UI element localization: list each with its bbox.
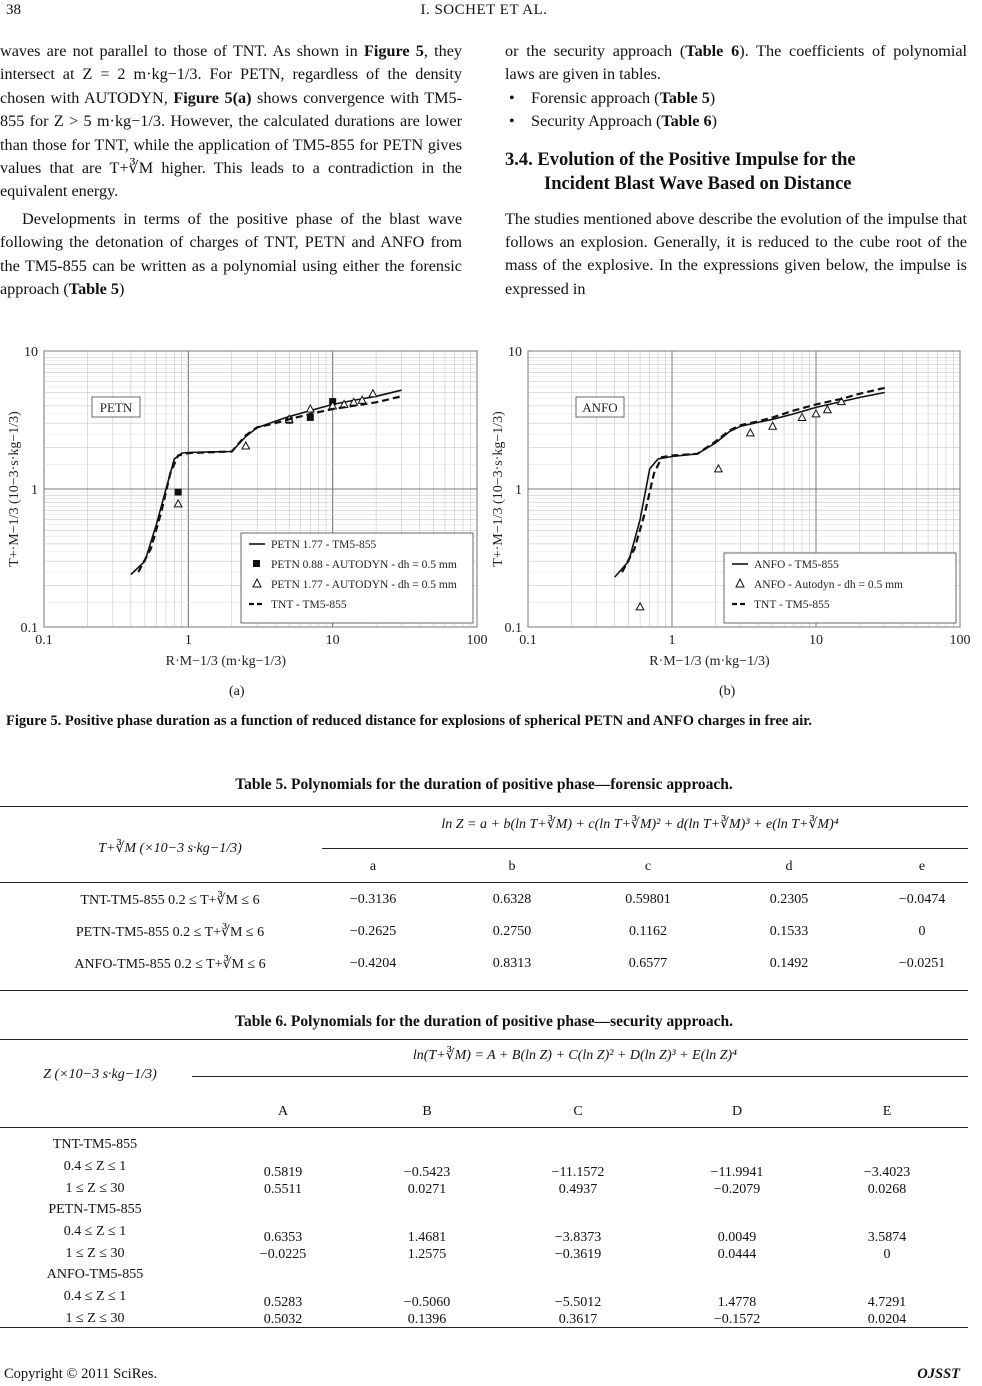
table-range-label: 0.4 ≤ Z ≤ 1 bbox=[63, 1159, 127, 1174]
table-6-ref: Table 6 bbox=[685, 42, 740, 60]
table-range-label: 1 ≤ Z ≤ 30 bbox=[65, 1181, 125, 1196]
left-paragraph-2 bbox=[0, 208, 462, 302]
right-paragraph-2: The studies mentioned above describe the evolution of the impulse that follows an explosion. Generally, it is reduced to the cube root of the mass of the explosive. In the expressions given below, the impulse is expressed in bbox=[505, 209, 967, 298]
table-group-label: TNT-TM5-855 bbox=[52, 1137, 138, 1152]
table-cell: −0.4204 bbox=[349, 956, 397, 971]
approach-list bbox=[505, 87, 967, 134]
table-header-cell: D bbox=[731, 1104, 743, 1119]
panel-label bbox=[92, 397, 140, 417]
table-5-ref: Table 5 bbox=[659, 88, 710, 107]
table-cell: 0.5283 bbox=[263, 1295, 303, 1310]
text-run: or the security approach ( bbox=[505, 42, 686, 60]
table-cell: 0.1162 bbox=[629, 924, 667, 939]
section-number: 3.4. bbox=[505, 149, 533, 170]
table-cell: 0 bbox=[883, 1247, 891, 1262]
x-tick-label: 10 bbox=[325, 633, 340, 648]
table-rule bbox=[322, 848, 968, 849]
table-rule bbox=[0, 990, 968, 991]
x-tick-label: 100 bbox=[949, 633, 971, 648]
text-run: Developments in terms of the positive phase of the blast wave following the detonation of charges of TNT, PETN and ANFO from the TM5-855 can be written as a polynomial using either the forensic approach ( bbox=[0, 209, 462, 299]
table-6-formula: ln(T+∛M) = A + B(ln Z) + C(ln Z)² + D(ln Z)³ + E(ln Z)⁴ bbox=[412, 1048, 738, 1063]
table-cell: 0.59801 bbox=[625, 892, 671, 907]
chart-petn bbox=[0, 345, 488, 680]
table-cell: 0.6328 bbox=[492, 892, 532, 907]
table-rule bbox=[192, 1076, 968, 1077]
figure-5b bbox=[484, 345, 971, 685]
y-tick-label: 10 bbox=[24, 345, 38, 360]
table-header-cell: b bbox=[508, 859, 516, 874]
legend-label: TNT - TM5-855 bbox=[271, 599, 347, 611]
text-run: ) bbox=[711, 112, 717, 131]
table-cell: 0 bbox=[918, 924, 926, 939]
table-rule bbox=[0, 1127, 968, 1128]
page-number: 38 bbox=[6, 2, 21, 18]
table-cell: −3.8373 bbox=[554, 1230, 602, 1245]
table-cell: −0.2625 bbox=[349, 924, 397, 939]
table-header-cell: B bbox=[422, 1104, 432, 1119]
table-row-label: PETN-TM5-855 0.2 ≤ T+∛M ≤ 6 bbox=[75, 925, 265, 940]
table-row-label: ANFO-TM5-855 0.2 ≤ T+∛M ≤ 6 bbox=[74, 957, 266, 972]
y-tick-label: 1 bbox=[31, 483, 38, 498]
table-cell: 0.1396 bbox=[407, 1312, 447, 1327]
list-item bbox=[505, 87, 967, 110]
legend bbox=[724, 553, 956, 623]
table-cell: −5.5012 bbox=[554, 1295, 602, 1310]
table-cell: −11.9941 bbox=[710, 1165, 764, 1180]
table-header-cell: C bbox=[573, 1104, 583, 1119]
left-column bbox=[0, 40, 462, 301]
table-rule bbox=[0, 806, 968, 807]
table-cell: 3.5874 bbox=[867, 1230, 907, 1245]
y-axis-label: T+·M−1/3 (10−3·s·kg−1/3) bbox=[491, 411, 506, 567]
table-cell: 0.0268 bbox=[867, 1182, 907, 1197]
table-5 bbox=[0, 806, 968, 992]
right-column bbox=[505, 40, 967, 301]
table-6-caption: Table 6. Polynomials for the duration of positive phase—security approach. bbox=[235, 1013, 733, 1030]
table-cell: 0.6353 bbox=[263, 1230, 303, 1245]
table-6 bbox=[0, 1039, 968, 1329]
text-run: Security Approach ( bbox=[531, 112, 662, 131]
table-cell: −0.5423 bbox=[403, 1165, 451, 1180]
x-tick-label: 1 bbox=[668, 633, 676, 648]
section-title-line-1: Evolution of the Positive Impulse for the bbox=[537, 149, 856, 170]
x-tick-label: 0.1 bbox=[35, 633, 53, 648]
page-header bbox=[0, 2, 968, 24]
panel-label-text: PETN bbox=[99, 400, 133, 415]
table-header-cell: a bbox=[369, 859, 377, 874]
table-cell: −0.5060 bbox=[403, 1295, 451, 1310]
table-cell: −0.0251 bbox=[898, 956, 946, 971]
table-header-cell: c bbox=[644, 859, 652, 874]
text-run: ). The coefficients of polynomial laws are given in tables. bbox=[505, 42, 967, 84]
text-run: , they intersect at Z = 2 m·kg−1/3. For PETN, regardless of the density chosen with AUTODYN, bbox=[0, 42, 463, 107]
legend-label: PETN 1.77 - TM5-855 bbox=[271, 539, 377, 551]
table-rule bbox=[0, 882, 968, 883]
journal-name: OJSST bbox=[917, 1366, 960, 1382]
legend-label: TNT - TM5-855 bbox=[754, 599, 830, 611]
table-header-cell: d bbox=[785, 859, 793, 874]
list-item bbox=[505, 110, 967, 133]
x-tick-label: 100 bbox=[466, 633, 488, 648]
table-cell: 4.7291 bbox=[867, 1295, 907, 1310]
x-tick-label: 0.1 bbox=[519, 633, 537, 648]
table-cell: −0.0474 bbox=[898, 892, 946, 907]
table-cell: 0.5511 bbox=[264, 1182, 302, 1197]
table-cell: 0.6577 bbox=[628, 956, 668, 971]
table-cell: 0.2750 bbox=[492, 924, 532, 939]
table-row-label: TNT-TM5-855 0.2 ≤ T+∛M ≤ 6 bbox=[80, 893, 260, 908]
table-cell: 0.1492 bbox=[769, 956, 809, 971]
data-point bbox=[175, 489, 182, 496]
y-tick-label: 0.1 bbox=[20, 621, 38, 636]
table-6-row-header: Z (×10−3 s·kg−1/3) bbox=[43, 1067, 157, 1082]
figure-caption: Figure 5. Positive phase duration as a function of reduced distance for explosions of spherical PETN and ANFO charges in free air. bbox=[6, 713, 812, 729]
table-cell: −3.4023 bbox=[863, 1165, 911, 1180]
table-cell: −0.2079 bbox=[713, 1182, 761, 1197]
table-range-label: 0.4 ≤ Z ≤ 1 bbox=[63, 1224, 127, 1239]
table-cell: 0.2305 bbox=[769, 892, 809, 907]
table-range-label: 1 ≤ Z ≤ 30 bbox=[65, 1246, 125, 1261]
copyright: Copyright © 2011 SciRes. bbox=[4, 1366, 158, 1382]
table-5-ref: Table 5 bbox=[68, 280, 119, 299]
table-cell: −0.3136 bbox=[349, 892, 397, 907]
figure-5a bbox=[0, 345, 488, 685]
x-axis-label: R·M−1/3 (m·kg−1/3) bbox=[165, 654, 287, 669]
text-run: ) bbox=[709, 88, 716, 107]
panel-label-text: ANFO bbox=[582, 400, 618, 415]
table-cell: 0.0444 bbox=[717, 1247, 757, 1262]
table-cell: 1.4681 bbox=[407, 1230, 447, 1245]
table-group-label: ANFO-TM5-855 bbox=[46, 1267, 144, 1282]
table-5-row-header: T+∛M (×10−3 s·kg−1/3) bbox=[98, 841, 242, 856]
subfigure-label-a: (a) bbox=[229, 684, 245, 699]
y-tick-label: 10 bbox=[508, 345, 522, 360]
subfigure-label-b: (b) bbox=[719, 684, 736, 699]
table-cell: −0.3619 bbox=[554, 1247, 602, 1262]
table-rule bbox=[0, 1327, 968, 1328]
y-tick-label: 0.1 bbox=[504, 621, 522, 636]
legend-label: PETN 1.77 - AUTODYN - dh = 0.5 mm bbox=[271, 579, 457, 591]
table-6-ref: Table 6 bbox=[661, 112, 712, 131]
x-axis-label: R·M−1/3 (m·kg−1/3) bbox=[649, 654, 770, 669]
table-header-cell: A bbox=[277, 1104, 289, 1119]
text-run: Forensic approach ( bbox=[531, 88, 660, 107]
section-heading bbox=[505, 148, 967, 196]
table-header-cell: E bbox=[882, 1104, 892, 1119]
table-range-label: 0.4 ≤ Z ≤ 1 bbox=[63, 1289, 127, 1304]
right-paragraph-1 bbox=[505, 40, 967, 87]
table-cell: −11.1572 bbox=[551, 1165, 605, 1180]
legend-swatch bbox=[253, 560, 260, 567]
text-run: ) bbox=[119, 280, 125, 299]
table-cell: 0.4937 bbox=[558, 1182, 598, 1197]
table-cell: 1.2575 bbox=[407, 1247, 447, 1262]
chart-anfo bbox=[484, 345, 971, 680]
x-tick-label: 10 bbox=[809, 633, 823, 648]
x-tick-label: 1 bbox=[184, 633, 192, 648]
table-group-label: PETN-TM5-855 bbox=[48, 1202, 142, 1217]
table-cell: 0.0049 bbox=[717, 1230, 757, 1245]
panel-label bbox=[576, 397, 624, 417]
text-run: waves are not parallel to those of TNT. As shown in bbox=[0, 42, 364, 60]
table-cell: 0.8313 bbox=[492, 956, 532, 971]
table-cell: 1.4778 bbox=[717, 1295, 757, 1310]
legend bbox=[241, 533, 473, 623]
table-cell: 0.3617 bbox=[558, 1312, 598, 1327]
section-title-line-2: Incident Blast Wave Based on Distance bbox=[544, 173, 852, 194]
table-cell: 0.1533 bbox=[769, 924, 809, 939]
table-header-cell: e bbox=[918, 859, 926, 874]
y-axis-label: T+·M−1/3 (10−3·s·kg−1/3) bbox=[7, 411, 22, 567]
table-cell: 0.5032 bbox=[263, 1312, 303, 1327]
legend-label: PETN 0.88 - AUTODYN - dh = 0.5 mm bbox=[271, 559, 457, 571]
left-paragraph-1 bbox=[0, 40, 462, 204]
text-run: shows convergence with TM5-855 for Z > 5 m·kg−1/3. However, the calculated durations are lower than those for TNT, while the application of TM5-855 for PETN gives values that are T+∛M higher. This leads to a contradiction in the equivalent energy. bbox=[0, 88, 462, 201]
table-cell: −0.1572 bbox=[713, 1312, 761, 1327]
table-range-label: 1 ≤ Z ≤ 30 bbox=[65, 1311, 125, 1326]
table-cell: 0.0204 bbox=[867, 1312, 907, 1327]
table-cell: 0.0271 bbox=[407, 1182, 447, 1197]
table-5-caption: Table 5. Polynomials for the duration of positive phase―forensic approach. bbox=[235, 776, 733, 793]
figure-5a-ref: Figure 5(a) bbox=[173, 88, 252, 107]
table-rule bbox=[0, 1039, 968, 1040]
table-cell: −0.0225 bbox=[259, 1247, 307, 1262]
legend-label: ANFO - TM5-855 bbox=[754, 559, 839, 571]
legend-label: ANFO - Autodyn - dh = 0.5 mm bbox=[754, 579, 903, 591]
figure-5-ref: Figure 5 bbox=[364, 42, 424, 60]
table-cell: 0.5819 bbox=[263, 1165, 303, 1180]
y-tick-label: 1 bbox=[515, 483, 522, 498]
table-5-formula: ln Z = a + b(ln T+∛M) + c(ln T+∛M)² + d(ln T+∛M)³ + e(ln T+∛M)⁴ bbox=[441, 817, 839, 832]
running-title: I. SOCHET ET AL. bbox=[420, 2, 548, 18]
